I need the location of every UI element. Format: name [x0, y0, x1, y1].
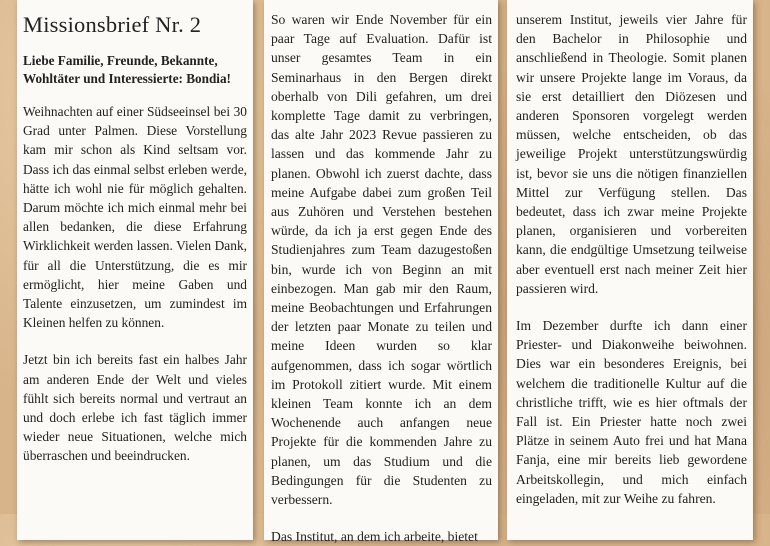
paragraph: unserem Institut, jeweils vier Jahre für den Bachelor in Philosophie und anschließend in Theologie. Somit planen wir unsere Projekte lange im Voraus, da sie erst detailliert den Diözesen und anderen Sponsoren vorgelegt werden müssen, welche entscheiden, ob das jeweilige Projekt unterstützungswürdig ist, bevor sie uns die nötigen finanziellen Mittel zur Verfügung stellen. Das bedeutet, dass ich zwar meine Projekte planen, organisieren und vorbereiten kann, die endgültige Umsetzung teilweise aber eventuell erst nach meiner Zeit hier passieren wird.: [516, 12, 747, 296]
paragraph: So waren wir Ende November für ein paar Tage auf Evaluation. Dafür ist unser gesamtes Team in ein Seminarhaus in den Bergen direkt oberhalb von Dili gefahren, um drei komplette Tage damit zu verbringen, das alte Jahr 2023 Revue passieren zu lassen und das kommende Jahr zu planen. Obwohl ich zuerst dachte, dass meine Aufgabe dabei zum großen Teil aus Zuhören und Verstehen bestehen würde, da ich ja erst gegen Ende des Studienjahres zum Team dazugestoßen bin, wurde ich von Beginn an mit einbezogen. Man gab mir den Raum, meine Beobachtungen und Erfahrungen der letzten paar Monate zu teilen und meine Ideen wurden so klar aufgenommen, dass ich sogar wörtlich im Protokoll zitiert wurde. Mit einem kleinen Team konnte ich an dem Wochenende auch anfangen neue Projekte für die kommenden Jahre zu planen, um das Studium und die Bedingungen für die Studenten zu verbessern.: [271, 12, 492, 508]
paragraph: Das Institut, an dem ich arbeite, bietet: [271, 529, 478, 545]
paragraph: Im Dezember durfte ich dann einer Priester- und Diakonweihe beiwohnen. Dies war ein besonderes Ereignis, bei welchem die traditionelle Kultur auf die christliche trifft, wie es hier oftmals der Fall ist. Ein Priester hatte noch zwei Plätze in seinem Auto frei und hat Mana Fanja, eine mir bereits lieb gewordene Arbeitskollegin, und mich einfach eingeladen, mit zur Weihe zu fahren.: [516, 318, 747, 506]
letter-greeting: Liebe Familie, Freunde, Bekannte, Wohltäter und Interessierte: Bondia!: [23, 53, 231, 86]
letter-column-1: [17, 0, 253, 540]
letter-title: Missionsbrief Nr. 2: [23, 12, 202, 37]
paragraph: Weihnachten auf einer Südseeinsel bei 30 Grad unter Palmen. Diese Vorstellung kam mir schon als Kind seltsam vor. Dass ich das einmal selbst erleben werde, hätte ich wohl nie für möglich gehalten. Darum möchte ich mich einmal mehr bei allen bedanken, die diese Erfahrung Wirklichkeit werden lassen. Vielen Dank, für all die Unterstützung, die es mir ermöglicht, hier meine Gaben und Talente einzusetzen, um zumindest im Kleinen helfen zu können.: [23, 104, 247, 331]
paragraph: Jetzt bin ich bereits fast ein halbes Jahr am anderen Ende der Welt und vieles fühlt sich bereits normal und vertraut an und doch erlebe ich fast täglich immer wieder neue Situationen, welche mich überraschen und beeindrucken.: [23, 352, 247, 464]
letter-column-3: [507, 0, 753, 540]
letter-column-2: [264, 0, 498, 545]
